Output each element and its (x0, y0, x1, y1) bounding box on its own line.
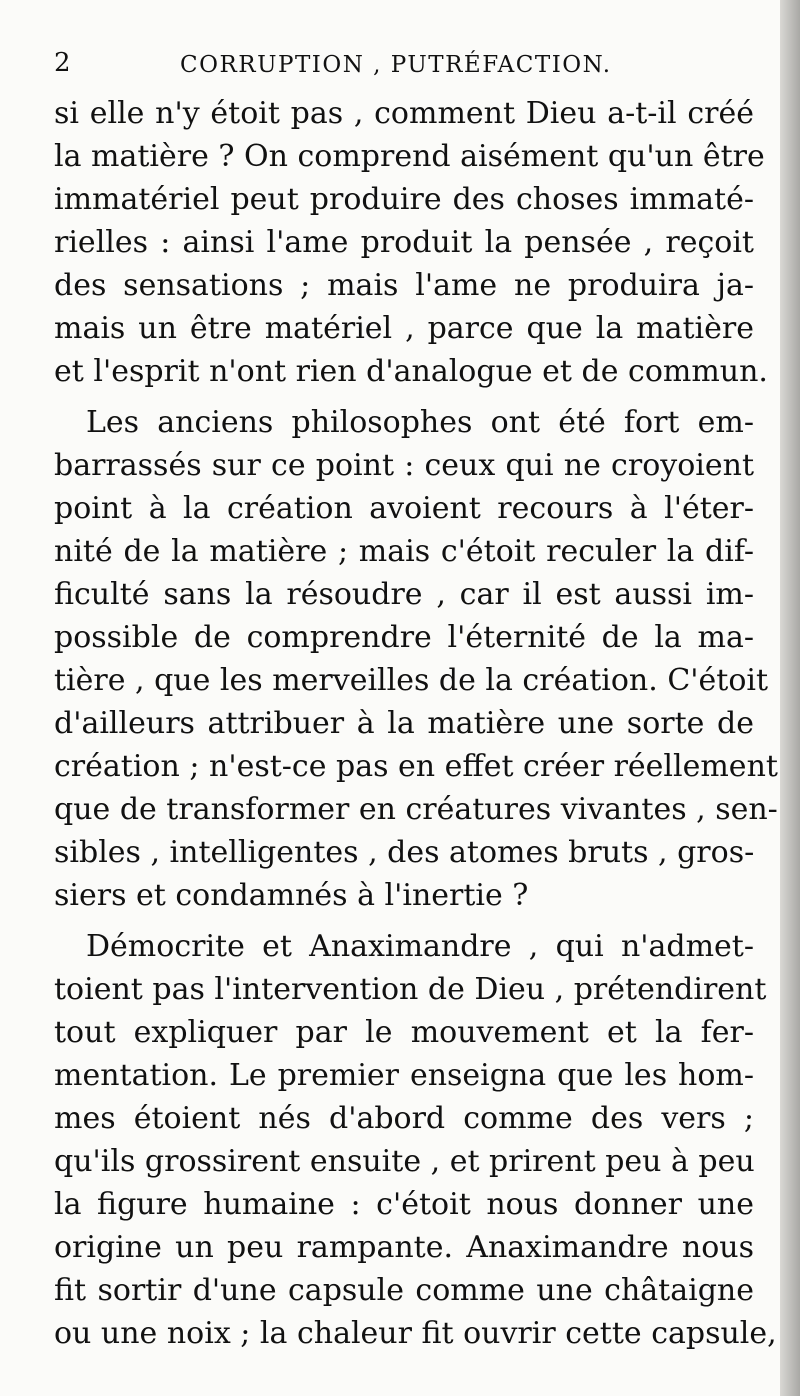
text-line: fit sortir d'une capsule comme une châtaigne (54, 1273, 754, 1308)
text-line: ou une noix ; la chaleur fit ouvrir cette capsule, (54, 1316, 777, 1351)
text-line: barrassés sur ce point : ceux qui ne croyoient (54, 448, 754, 483)
text-line: la matière ? On comprend aisément qu'un être (54, 139, 765, 174)
text-line: nité de la matière ; mais c'étoit reculer la dif- (54, 534, 754, 569)
text-line: si elle n'y étoit pas , comment Dieu a-t-il créé (54, 96, 754, 131)
text-line: possible de comprendre l'éternité de la ma- (54, 620, 754, 655)
text-line: tière , que les merveilles de la création. C'étoit (54, 663, 769, 698)
text-line: mais un être matériel , parce que la matière (54, 311, 754, 346)
text-line: des sensations ; mais l'ame ne produira ja- (54, 268, 754, 303)
text-line: d'ailleurs attribuer à la matière une sorte de (54, 706, 754, 741)
text-line: Démocrite et Anaximandre , qui n'admet- (86, 929, 754, 964)
paragraph (54, 92, 768, 393)
running-head: CORRUPTION , PUTRÉFACTION. (180, 52, 612, 78)
page-edge-shadow (780, 0, 800, 1396)
text-line: tout expliquer par le mouvement et la fer- (54, 1015, 754, 1050)
text-line: création ; n'est-ce pas en effet créer réellement (54, 749, 778, 784)
text-line: mentation. Le premier enseigna que les hom- (54, 1058, 754, 1093)
text-line: immatériel peut produire des choses immaté- (54, 182, 754, 217)
text-line: Les anciens philosophes ont été fort em- (86, 405, 754, 440)
paragraph (54, 401, 778, 917)
text-line: point à la création avoient recours à l'éter- (54, 491, 754, 526)
text-line: la figure humaine : c'étoit nous donner une (54, 1187, 754, 1222)
text-line: siers et condamnés à l'inertie ? (54, 878, 529, 913)
text-line: origine un peu rampante. Anaximandre nous (54, 1230, 754, 1265)
text-line: mes étoient nés d'abord comme des vers ; (54, 1101, 754, 1136)
text-line: rielles : ainsi l'ame produit la pensée , reçoit (54, 225, 754, 260)
text-line: ficulté sans la résoudre , car il est aussi im- (54, 577, 754, 612)
paragraph (54, 925, 777, 1355)
text-line: que de transformer en créatures vivantes , sen- (54, 792, 778, 827)
body-text (54, 92, 778, 1355)
page-number: 2 (54, 48, 71, 78)
text-line: qu'ils grossirent ensuite , et prirent peu à peu (54, 1144, 755, 1179)
page-header (54, 44, 754, 84)
text-line: sibles , intelligentes , des atomes bruts , gros- (54, 835, 755, 870)
text-line: toient pas l'intervention de Dieu , prétendirent (54, 972, 767, 1007)
text-line: et l'esprit n'ont rien d'analogue et de commun. (54, 354, 768, 389)
